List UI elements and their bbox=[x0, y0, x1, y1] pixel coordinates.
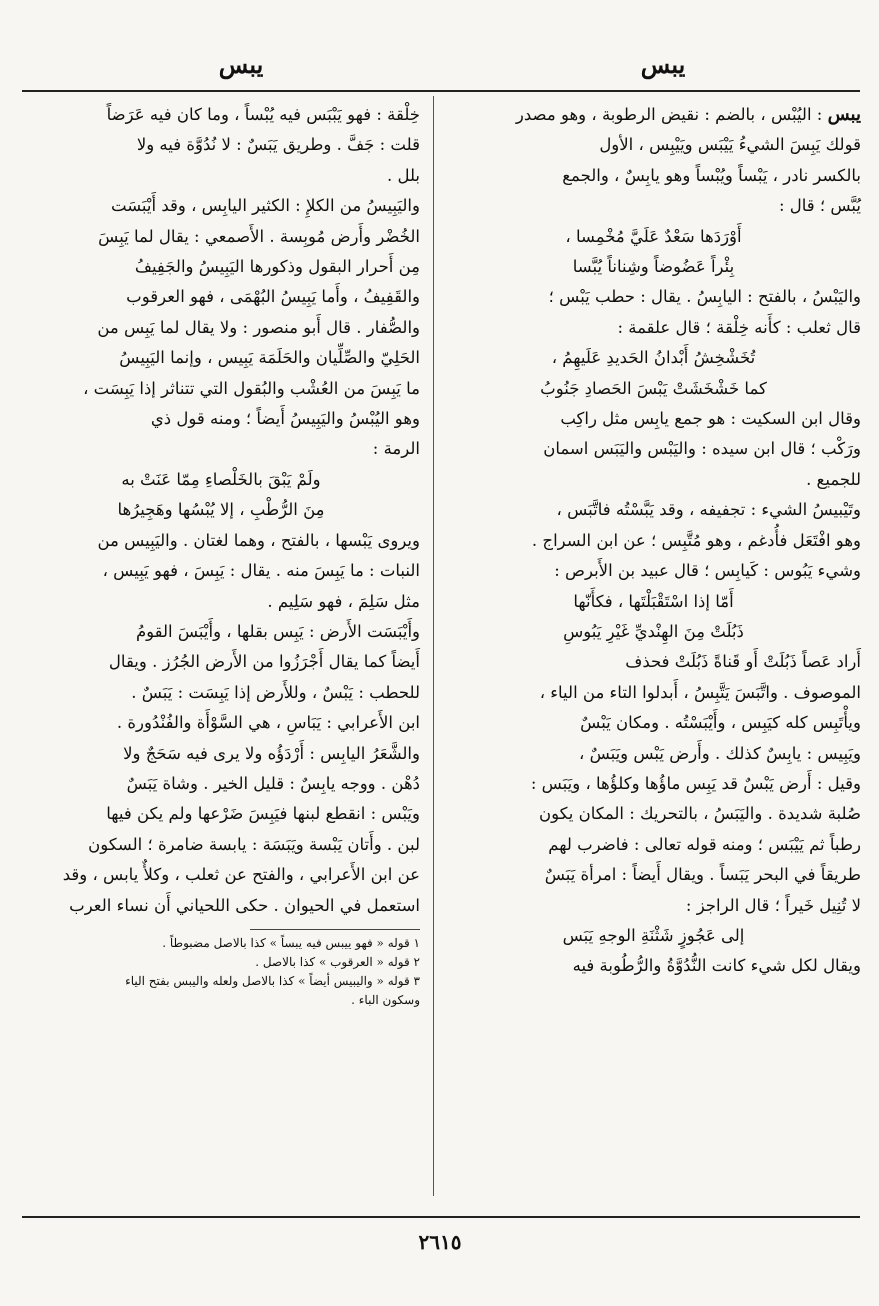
text-line: وقال ابن السكيت : هو جمع يابِس مثل راكِب bbox=[560, 409, 861, 429]
text-line: واليَبْسُ ، بالفتح : اليابِسُ . يقال : حطب يَبْس ؛ bbox=[548, 287, 861, 307]
verse-line: ولَمْ يَبْقَ بالخَلْصاءِ مِمّا عَنَتْ به bbox=[121, 469, 321, 489]
left-column bbox=[22, 100, 420, 1010]
text-line: أَراد عَصاً ذَبُلَتْ أَو قَناةً ذَبُلَتْ فحذف bbox=[625, 652, 861, 672]
text-line: والصُّفار . قال أَبو منصور : ولا يقال لما يَبِس من bbox=[97, 317, 420, 337]
text-line: للحطب : يَبْسٌ ، وللأَرض إذا يَبِسَت : يَبَسٌ . bbox=[131, 682, 420, 702]
text-line: وقيل : أَرض يَبْسٌ قد يَبِس ماؤُها وكلؤُها ، ويَبَس : bbox=[530, 773, 861, 793]
text-line: وشيء يَبُوس : كَيابِس ؛ قال عبيد بن الأَبرص : bbox=[554, 561, 861, 581]
entry-headword: يبس bbox=[827, 104, 861, 125]
verse-line: مِنَ الرُّطْبِ ، إلا يُبْسُها وهَجِيرُها bbox=[117, 500, 325, 520]
footnote: ٣ قوله « واليبيس أيضاً » كذا بالاصل ولعله واليبس بفتح الياء bbox=[125, 973, 420, 988]
text-line: ويأْتَبِس كله كيَبِس ، وأَيْبَسْتُه . ومكان يَبْسٌ bbox=[580, 713, 861, 733]
verse-line: أَمّا إذا اسْتَقْبَلْتَها ، فكأَنّها bbox=[573, 591, 734, 611]
running-head-right: يبس bbox=[640, 50, 686, 79]
text-line: وهو افْتَعَل فأُدغم ، وهو مُتَّبِس ؛ عن ابن السراج . bbox=[531, 530, 861, 550]
text-line: والقَفِيفُ ، وأَما يَبِيسُ البُهْمَى ، فهو العرقوب bbox=[126, 287, 420, 307]
bottom-rule bbox=[22, 1216, 860, 1218]
running-head-left: يبس bbox=[218, 50, 264, 79]
text-line: خِلْقة : فهو يَبْبَس فيه يُبْساً ، وما كان فيه عَرَضاً bbox=[106, 105, 420, 124]
footnote: ٢ قوله « العرقوب » كذا بالاصل . bbox=[255, 954, 420, 969]
text-line: مثل سَلِمَ ، فهو سَلِيم . bbox=[267, 591, 420, 611]
page-number: ٢٦١٥ bbox=[418, 1230, 462, 1254]
text-line: طريقاً في البحر يَبَساً . ويقال أَيضاً : امرأة يَبَسٌ bbox=[544, 865, 861, 885]
text-line: قولك يَبِسَ الشيءُ يَيْبَس ويَيْبِس ، الأول bbox=[599, 135, 861, 155]
verse-line: أَوْرَدَها سَعْدٌ عَلَيَّ مُخْمِسا ، bbox=[565, 226, 742, 246]
text-line: استعمل في الحيوان . حكى اللحياني أَن نساء العرب bbox=[69, 895, 420, 915]
text-line: الخُضْر وأَرض مُوبِسة . الأَصمعي : يقال لما يَبِسَ bbox=[98, 226, 420, 246]
text-line: الموصوف . واتَّبَسَ يَتَّبِسُ ، أَبدلوا التاء من الياء ، bbox=[539, 682, 861, 702]
text-line: واليَبِيسُ من الكلإِ : الكثير اليابِس ، وقد أَيْبَسَت bbox=[111, 196, 420, 216]
right-column bbox=[446, 100, 861, 982]
text-line: ويَبْس : انقطع لبنها فيَبِسَ ضَرْعها ولم يكن فيها bbox=[106, 804, 420, 824]
text-line: الرمة : bbox=[372, 439, 420, 459]
text-line: لا تُنِيل خَيراً ؛ قال الراجز : bbox=[685, 895, 861, 915]
verse-line: ذَبُلَتْ مِنَ الهِنْديِّ غَيْرِ يَبُوسِ bbox=[563, 621, 744, 641]
text-line: ويقال لكل شيء كانت النُّدُوَّةُ والرُّطُوبة فيه bbox=[572, 956, 861, 976]
text-line: وتَيْبيسُ الشيء : تجفيفه ، وقد يَبَّسْتُه فاتَّبَس ، bbox=[556, 500, 861, 520]
top-rule bbox=[22, 90, 860, 92]
footnote: وسكون الباء . bbox=[351, 992, 420, 1007]
text-line: قال ثعلب : كأَنه خِلْقة ؛ قال علقمة : bbox=[617, 317, 861, 337]
text-line: قلت : جَفَّ . وطريق يَبَسٌ : لا نُدُوَّة فيه ولا bbox=[136, 135, 420, 155]
text-line: دُهْن . ووجه يابِسٌ : قليل الخير . وشاة يَبَسٌ bbox=[126, 773, 420, 793]
text-line: والشَّعَرُ اليابِس : أَرْدَؤُه ولا يرى فيه سَحَجٌ ولا bbox=[123, 743, 420, 763]
footnote-rule bbox=[250, 929, 420, 930]
verse-line: كما خَشْخَشَتْ يَبْسَ الحَصادِ جَنُوبُ bbox=[540, 378, 767, 398]
text-line: أَيضاً كما يقال أَجْرَزُوا من الأَرض الجُرُز . ويقال bbox=[108, 652, 420, 672]
verse-line: بِئْراً عَضُوضاً وشِناناً يُبَّسا bbox=[572, 257, 735, 277]
text-line: بالكسر نادر ، يَبْساً ويُبْساً وهو يابِسٌ ، والجمع bbox=[562, 165, 861, 185]
footnote: ١ قوله « فهو ييبس فيه يبساً » كذا بالاصل مضبوطاً . bbox=[162, 935, 420, 950]
text-line: للجميع . bbox=[806, 469, 861, 489]
text-line: بلل . bbox=[386, 165, 420, 185]
text-line: ورَكْب ؛ قال ابن سيده : واليَبْس واليَبَس اسمان bbox=[543, 439, 861, 459]
text-line: صُلبة شديدة . واليَبَسُ ، بالتحريك : المكان يكون bbox=[539, 804, 861, 824]
text-line: وهو اليُبْسُ واليَبِيسُ أَيضاً ؛ ومنه قول ذي bbox=[150, 409, 420, 429]
text-line: ويَبِيس : يابِسٌ كذلك . وأَرض يَبْس ويَبَسٌ ، bbox=[579, 743, 861, 763]
text-line: عن ابن الأَعرابي ، والفتح عن ثعلب ، وكلأٌ يابس ، وقد bbox=[62, 865, 420, 885]
text-line: ويروى يَبْسها ، بالفتح ، وهما لغتان . واليَبِيس من bbox=[97, 530, 420, 550]
text-line: رطباً ثم يَيْبَس ؛ ومنه قوله تعالى : فاضرب لهم bbox=[548, 834, 861, 854]
text-line: يُبَّس ؛ قال : bbox=[778, 196, 861, 216]
verse-line: إلى عَجُوزٍ شَثْنَةِ الوجهِ يَبَس bbox=[562, 925, 745, 945]
text-line: ما يَبِسَ من العُشْب والبُقول التي تتناثر إذا يَبِسَت ، bbox=[83, 378, 420, 398]
column-divider bbox=[433, 96, 434, 1196]
entry-opening-line: يبس : اليُبْس ، بالضم : نقيض الرطوبة ، وهو مصدر bbox=[515, 104, 861, 125]
text-line: النبات : ما يَبِسَ منه . يقال : يَبِسَ ، فهو يَبِيس ، bbox=[102, 561, 420, 581]
verse-line: تُخَشْخِشُ أَبْدانُ الحَديدِ عَلَيهِمُ ، bbox=[551, 348, 756, 368]
text-line: وأَيْبَسَت الأَرض : يَبِس بقلها ، وأَيْبَسَ القومُ bbox=[135, 621, 420, 641]
text-line: مِن أَحرار البقول وذكورها اليَبِيسُ والجَفِيفُ bbox=[134, 257, 420, 277]
text-line: ابن الأَعرابي : يَبَاسِ ، هي السَّوْأَة والفُنْدُورة . bbox=[116, 713, 420, 733]
footnotes bbox=[22, 934, 420, 1010]
text-line: الحَلِيّ والصِّلِّيان والحَلَمَة يَبِيس ، وإنما اليَبِيسُ bbox=[119, 348, 420, 368]
text-line: لبن . وأَتان يَبْسة ويَبَسَة : يابسة ضامرة ؛ السكون bbox=[88, 834, 420, 854]
